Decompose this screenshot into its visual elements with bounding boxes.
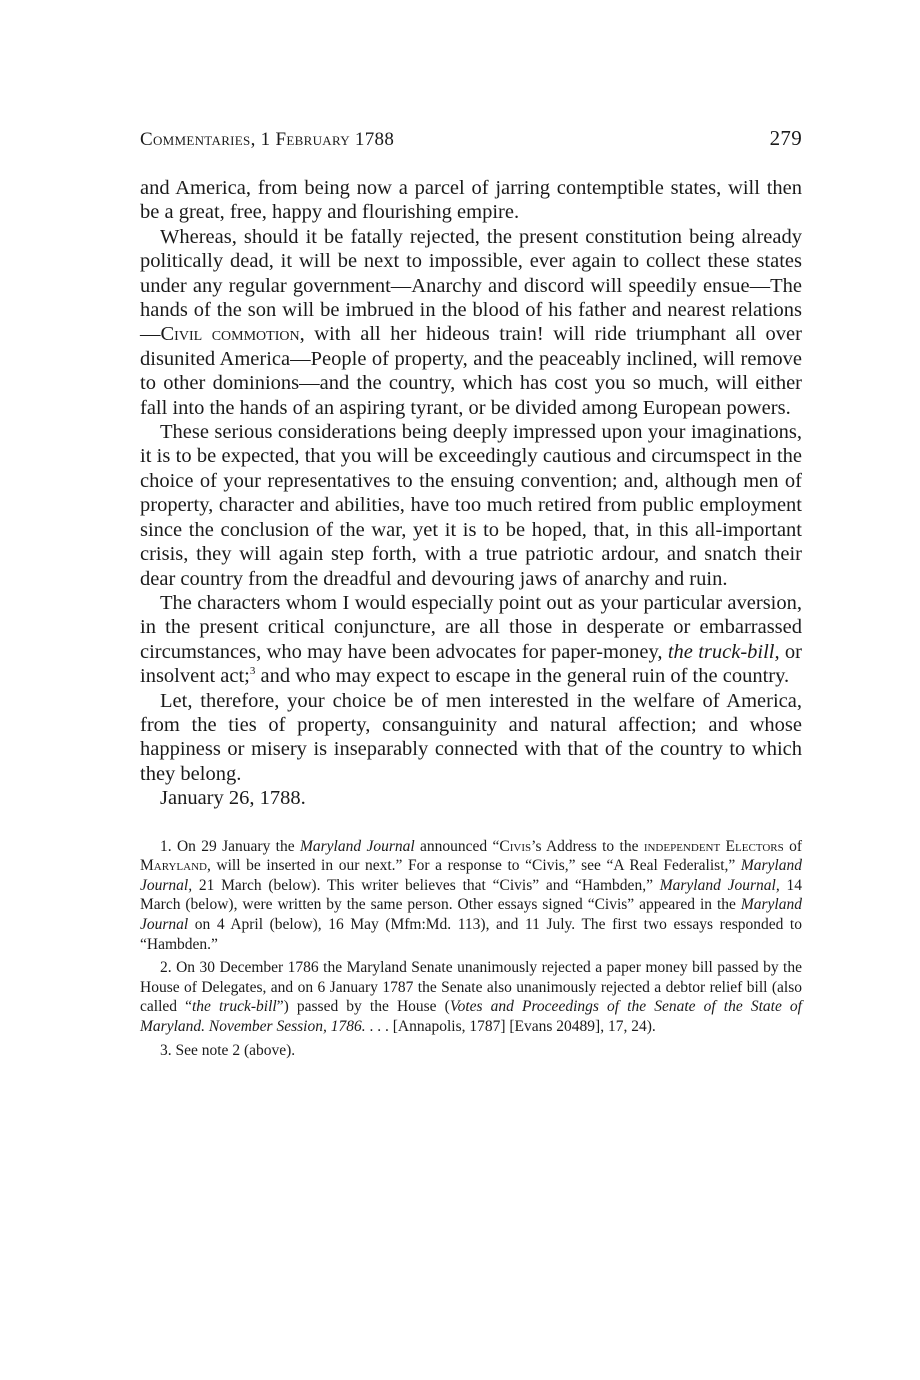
fn1-h: on 4 April (below), 16 May (Mfm:Md. 113), and 11 July. The first two essays responded to “Hambden.” xyxy=(140,915,802,953)
fn1-sc3: Maryland xyxy=(140,857,207,875)
fn1-a: 1. On 29 January the xyxy=(160,837,300,855)
fn1-em4: Maryland Journal xyxy=(140,896,802,933)
fn1-sc1: Civis xyxy=(499,837,532,855)
fn1-g: 14 March (below), were written by the same person. Other essays signed “Civis” appeared in the xyxy=(140,876,802,914)
paragraph-5: Let, therefore, your choice be of men interested in the welfare of America, from the ties of property, consanguinity and natural affection; and whose happiness or misery is inseparably connected with that of the country to which they belong. xyxy=(140,689,802,785)
footnote-ref-3: 3 xyxy=(249,665,256,678)
paragraph-4 xyxy=(140,591,802,689)
footnote-1 xyxy=(140,837,802,955)
page-number: 279 xyxy=(769,126,802,150)
civil-commotion-smallcaps: Civil commotion xyxy=(160,323,300,346)
document-page xyxy=(140,126,802,1060)
fn1-em1: Maryland Journal xyxy=(299,837,415,855)
paragraph-4-text-b: or insolvent act; xyxy=(140,640,802,688)
footnote-2 xyxy=(140,958,802,1036)
fn1-em2: Maryland Journal, xyxy=(140,857,802,894)
truck-bill-italic: the truck-bill, xyxy=(667,640,780,663)
running-title: Commentaries, 1 February 1788 xyxy=(140,129,395,150)
fn2-c: . . . [Annapolis, 1787] [Evans 20489], 17, 24). xyxy=(365,1017,656,1035)
fn2-em1: the truck-bill xyxy=(192,998,277,1016)
paragraph-2 xyxy=(140,225,802,420)
fn1-f: 21 March (below). This writer believes that “Civis” and “Hambden,” xyxy=(192,876,660,894)
fn1-d: of xyxy=(783,837,802,855)
fn2-b: ”) passed by the House ( xyxy=(276,998,450,1016)
fn2-em2: Votes and Proceedings of the Senate of the State of Maryland. November Session, 1786. xyxy=(140,998,802,1035)
paragraph-3: These serious considerations being deeply impressed upon your imaginations, it is to be expected, that you will be exceedingly cautious and circumspect in the choice of your representatives to the ensuing convention; and, although men of property, character and abilities, have too much retired from public employment since the conclusion of the war, yet it is to be hoped, that, in this all-important crisis, they will again step forth, with a true patriotic ardour, and snatch their dear country from the dreadful and devouring jaws of anarchy and ruin. xyxy=(140,421,802,590)
paragraph-2-text-a: Whereas, should it be fatally rejected, the present constitution being already politically dead, it will be next to impossible, ever again to collect these states under any regular government—Anarchy and discord will speedily ensue—The hands of the son will be imbrued in the blood of his father and nearest relations— xyxy=(140,225,802,346)
fn1-e: , will be inserted in our next.” For a response to “Civis,” see “A Real Federalist,” xyxy=(206,857,741,875)
footnotes xyxy=(140,837,802,1061)
fn1-sc2: independent Electors xyxy=(643,837,784,855)
paragraph-4-text-c: and who may expect to escape in the general ruin of the country. xyxy=(255,665,790,688)
body-text xyxy=(140,176,802,811)
fn1-b: announced “ xyxy=(414,837,500,855)
paragraph-2-text-b: , with all her hideous train! will ride triumphant all over disunited America—People of property, and the peaceably inclined, will remove to other dominions—and the country, which has cost you so much, will either fall into the hands of an aspiring tyrant, or be divided among European powers. xyxy=(140,323,802,419)
fn2-a: 2. On 30 December 1786 the Maryland Senate unanimously rejected a paper money bill passed by the House of Delegates, and on 6 January 1787 the Senate also unanimously rejected a debtor relief bill (also called “ xyxy=(140,959,802,1016)
footnote-3: 3. See note 2 (above). xyxy=(160,1041,296,1059)
paragraph-1: and America, from being now a parcel of jarring contemptible states, will then be a great, free, happy and flourishing empire. xyxy=(140,177,802,224)
paragraph-4-text-a: The characters whom I would especially point out as your particular aversion, in the present critical conjuncture, are all those in desperate or embarrassed circumstances, who may have been advocates for paper-money, xyxy=(140,591,802,663)
fn1-c: ’s Address to the xyxy=(531,837,644,855)
date-line: January 26, 1788. xyxy=(160,787,306,810)
running-head xyxy=(140,126,802,156)
fn1-em3: Maryland Journal, xyxy=(659,876,780,894)
